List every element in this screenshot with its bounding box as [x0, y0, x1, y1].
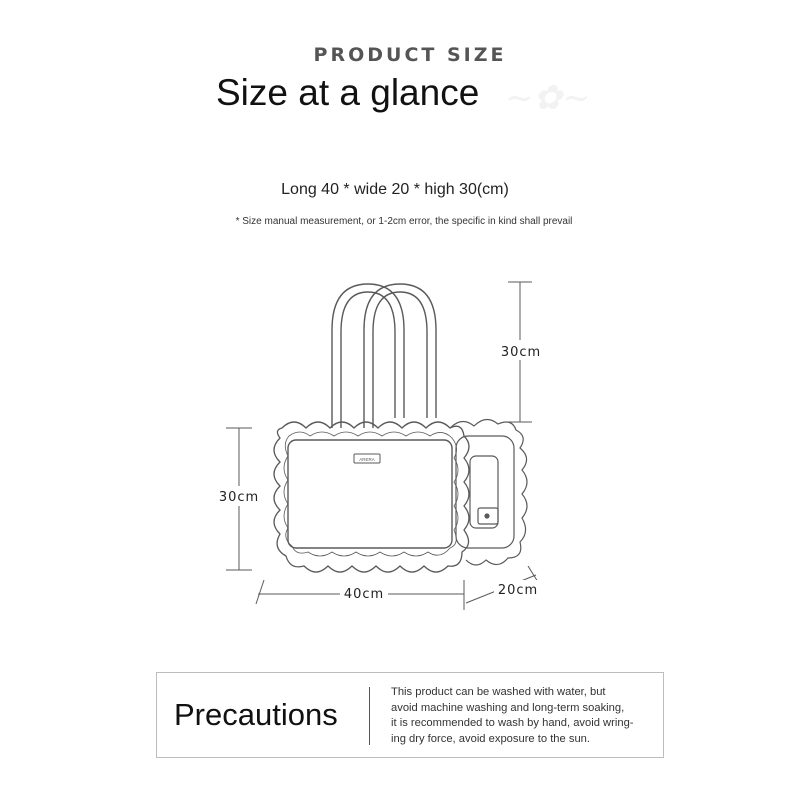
page-title: Size at a glance	[216, 72, 480, 113]
body-height-label: 30cm	[218, 490, 260, 505]
product-size-kicker: PRODUCT SIZE	[313, 44, 507, 66]
precautions-box	[156, 672, 664, 758]
precautions-line: This product can be washed with water, but	[391, 686, 606, 698]
width-label: 20cm	[497, 583, 539, 598]
dimensions-text: Long 40 * wide 20 * high 30(cm)	[281, 181, 509, 198]
precautions-text	[391, 685, 653, 747]
precautions-line: it is recommended to wash by hand, avoid wring-	[391, 717, 634, 729]
precautions-line: avoid machine washing and long-term soaking,	[391, 701, 625, 714]
precautions-line: ing dry force, avoid exposure to the sun.	[391, 732, 591, 745]
bag-size-diagram	[210, 265, 560, 620]
handle-height-label: 30cm	[500, 345, 542, 360]
bag-front-body	[274, 422, 469, 572]
precautions-title: Precautions	[174, 697, 338, 732]
bag-handles	[332, 284, 436, 428]
measurement-note: * Size manual measurement, or 1-2cm error, the specific in kind shall prevail	[235, 216, 573, 227]
brand-tag: ARERA	[359, 457, 375, 462]
faint-watermark: ~✿~	[505, 78, 591, 118]
precautions-divider	[369, 687, 370, 745]
bag-side-panel	[450, 419, 527, 565]
length-label: 40cm	[343, 587, 385, 602]
